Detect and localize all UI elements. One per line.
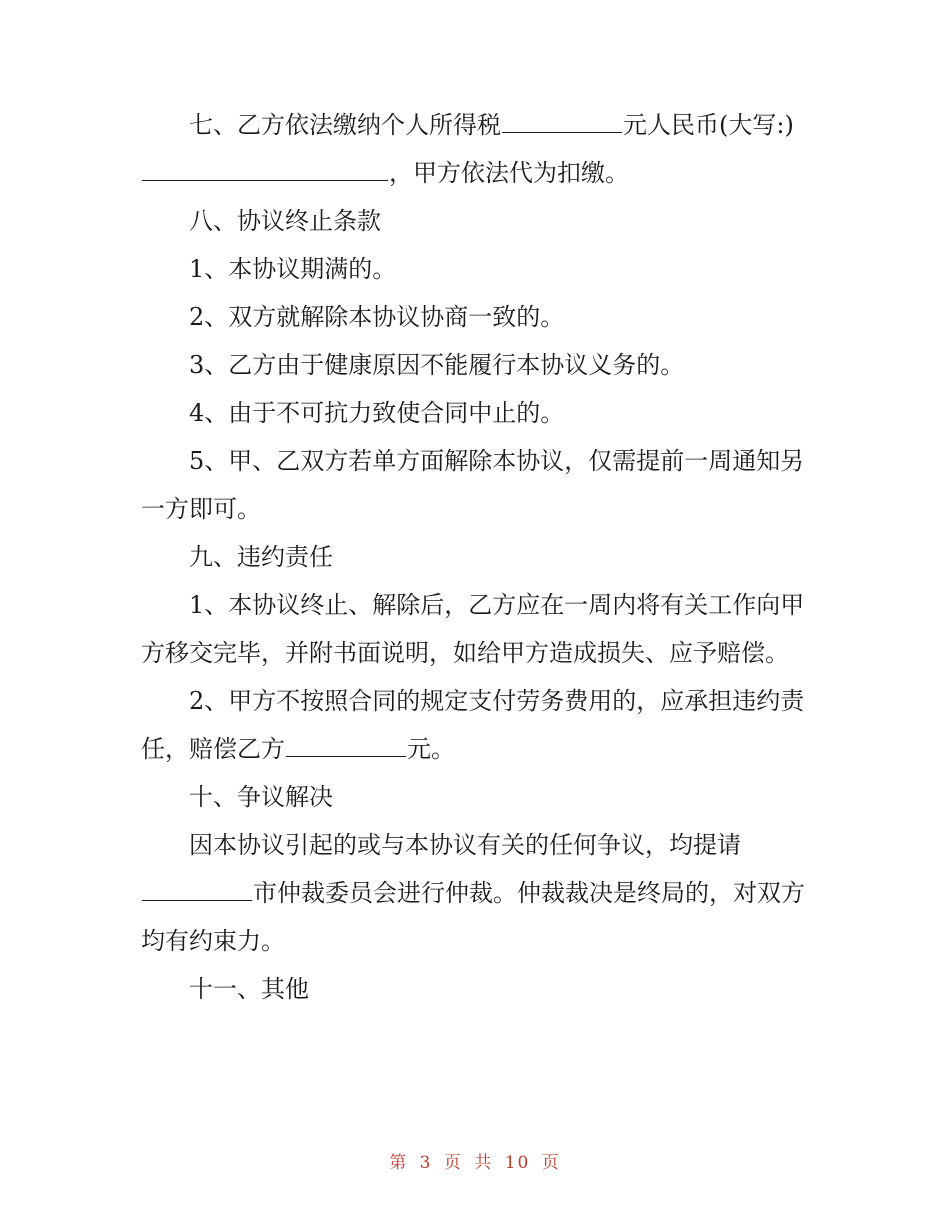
clause-8-item-5: 5、甲、乙双方若单方面解除本协议，仅需提前一周通知另一方即可。 [141, 447, 805, 523]
clause-7-text-2: 元人民币(大写:) [623, 111, 794, 139]
clause-8-item-3: 3、乙方由于健康原因不能履行本协议义务的。 [189, 351, 685, 379]
clause-10-body [141, 821, 811, 965]
clause-9-item-1: 1、本协议终止、解除后，乙方应在一周内将有关工作向甲方移交完毕，并附书面说明，如给甲方造成损失、应予赔偿。 [141, 591, 805, 667]
tax-amount-blank [502, 106, 622, 133]
clause-8-item-2: 2、双方就解除本协议协商一致的。 [189, 303, 565, 331]
page-footer [0, 1148, 950, 1173]
clause-9-item-2-text-2: 元。 [407, 735, 455, 763]
clause-7-text-1: 七、乙方依法缴纳个人所得税 [189, 111, 501, 139]
clause-10-text-2: 市仲裁委员会进行仲裁。仲裁裁决是终局的，对双方均有约束力。 [141, 879, 805, 955]
clause-8-item-1: 1、本协议期满的。 [189, 255, 397, 283]
clause-9-item-2-text-1: 2、甲方不按照合同的规定支付劳务费用的，应承担违约责任，赔偿乙方 [141, 687, 805, 763]
clause-8-item-4: 4、由于不可抗力致使合同中止的。 [189, 399, 565, 427]
clause-11-title: 十一、其他 [189, 975, 309, 1003]
footer-label-page-unit: 页 [443, 1153, 463, 1173]
clause-10-title: 十、争议解决 [189, 783, 333, 811]
clause-7-text-3: ，甲方依法代为扣缴。 [389, 159, 629, 187]
footer-label-page: 第 [389, 1153, 409, 1173]
tax-amount-words-blank [142, 154, 388, 181]
clause-7 [141, 101, 811, 197]
compensation-amount-blank [286, 730, 406, 757]
document-body [141, 101, 811, 1013]
clause-9-item-2 [141, 677, 811, 773]
footer-label-total-unit: 页 [541, 1153, 561, 1173]
footer-label-total: 共 [474, 1153, 494, 1173]
footer-current-page: 3 [419, 1153, 433, 1173]
footer-total-pages: 10 [504, 1153, 531, 1173]
arbitration-city-blank [142, 874, 252, 901]
clause-9-title: 九、违约责任 [189, 543, 333, 571]
clause-10-text-1: 因本协议引起的或与本协议有关的任何争议，均提请 [189, 831, 741, 859]
clause-8-title: 八、协议终止条款 [189, 207, 381, 235]
